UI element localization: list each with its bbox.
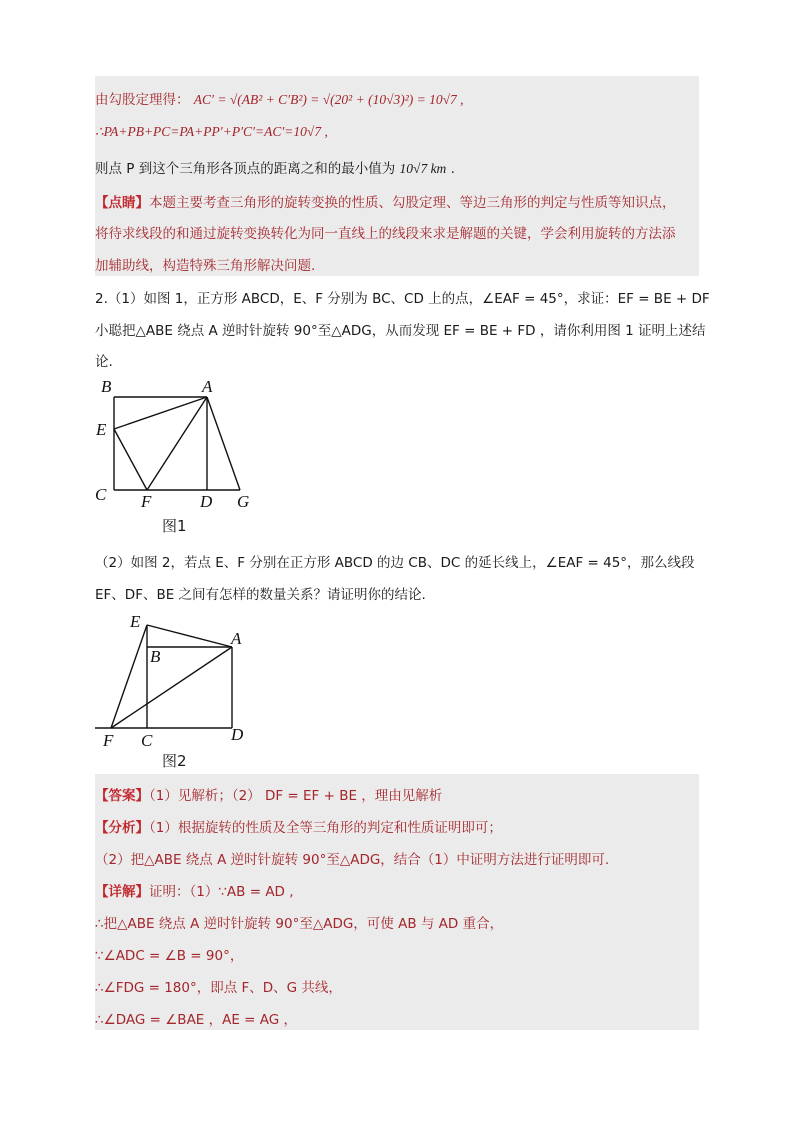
- fig1-label-E: E: [96, 420, 107, 439]
- detail-line-4: [95, 976, 699, 996]
- problem2-part2-line-1: [95, 551, 699, 571]
- detail-tag: 【详解】: [95, 884, 149, 900]
- detail-text-2: ∴把△ABE 绕点 A 逆时针旋转 90°至△ADG，可使 AB 与 AD 重合，: [95, 916, 504, 932]
- solution-line-2: [95, 124, 699, 140]
- problem2-part2-text-1: （2）如图 2，若点 E、F 分别在正方形 ABCD 的边 CB、DC 的延长线上，∠EAF = 45°，那么线段: [95, 555, 695, 571]
- comment-tag: 【点睛】: [95, 195, 149, 211]
- fig2-label-F: F: [103, 731, 114, 750]
- fig2-caption: 图2: [162, 752, 187, 770]
- problem2-part2-text-2: EF、DF、BE 之间有怎样的数量关系？请证明你的结论.: [95, 587, 426, 603]
- fig1-label-A: A: [202, 377, 213, 396]
- comment-text-1: 本题主要考查三角形的旋转变换的性质、勾股定理、等边三角形的判定与性质等知识点，: [149, 195, 676, 211]
- solution-line-3-value: 10√7 km: [399, 161, 447, 176]
- detail-line-5: [95, 1008, 699, 1028]
- problem2-text-1: 2.（1）如图 1，正方形 ABCD，E、F 分别为 BC、CD 上的点，∠EAF = 45°，求证：EF = BE + DF: [95, 291, 710, 307]
- fig1-caption: 图1: [162, 517, 187, 535]
- comment-text-3: 加辅助线，构造特殊三角形解决问题.: [95, 258, 316, 274]
- problem2-text-2: 小聪把△ABE 绕点 A 逆时针旋转 90°至△ADG，从而发现 EF = BE + FD ，请你利用图 1 证明上述结: [95, 323, 706, 339]
- detail-text-3: ∵∠ADC = ∠B = 90°，: [95, 948, 244, 964]
- figure-1: [92, 375, 262, 510]
- solution-line-2-text: ∴PA+PB+PC=PA+PP′+P′C′=AC′=10√7 ,: [95, 124, 328, 139]
- problem2-part2-line-2: [95, 583, 699, 603]
- fig2-label-C: C: [141, 731, 153, 750]
- detail-line-1: [95, 880, 699, 900]
- detail-text-5: ∴∠DAG = ∠BAE ，AE = AG ，: [95, 1012, 298, 1028]
- problem2-line-1: [95, 287, 710, 307]
- fig2-label-D: D: [231, 725, 244, 744]
- fig2-label-A: A: [231, 629, 242, 648]
- problem2-text-3: 论.: [95, 354, 113, 370]
- answer-tag: 【答案】: [95, 788, 149, 804]
- fig1-label-F: F: [141, 492, 152, 510]
- analysis-line-2: [95, 848, 699, 868]
- detail-line-3: [95, 944, 699, 964]
- solution-line-3-suffix: .: [450, 161, 455, 177]
- figure-2: [92, 610, 262, 750]
- analysis-text-2: （2）把△ABE 绕点 A 逆时针旋转 90°至△ADG，结合（1）中证明方法进行证明即可.: [95, 852, 610, 868]
- fig1-label-C: C: [95, 485, 107, 504]
- answer-line: [95, 784, 699, 804]
- fig1-label-B: B: [101, 377, 112, 396]
- analysis-tag: 【分析】: [95, 820, 149, 836]
- fig2-label-E: E: [130, 612, 141, 631]
- detail-line-2: [95, 912, 699, 932]
- problem2-line-3: [95, 350, 699, 370]
- fig1-label-G: G: [237, 492, 250, 510]
- fig1-label-D: D: [200, 492, 213, 510]
- comment-text-2: 将待求线段的和通过旋转变换转化为同一直线上的线段来求是解题的关键，学会利用旋转的方法添: [95, 226, 676, 242]
- answer-text: （1）见解析；（2） DF = EF + BE ，理由见解析: [149, 788, 443, 804]
- solution-line-1: [95, 88, 699, 108]
- solution-line-1-text: 由勾股定理得：: [95, 92, 190, 108]
- comment-line-1: [95, 191, 699, 211]
- problem2-line-2: [95, 319, 706, 339]
- comment-line-2: [95, 222, 699, 242]
- analysis-line-1: [95, 816, 699, 836]
- comment-line-3: [95, 254, 699, 274]
- detail-text-1: 证明：（1）∵AB = AD ,: [149, 884, 294, 900]
- solution-line-3-text: 则点 P 到这个三角形各顶点的距离之和的最小值为: [95, 161, 396, 177]
- fig2-label-B: B: [150, 647, 161, 666]
- analysis-text-1: （1）根据旋转的性质及全等三角形的判定和性质证明即可；: [149, 820, 502, 836]
- solution-line-1-formula: AC′ = √(AB² + C′B²) = √(20² + (10√3)²) = 10√7 ,: [193, 92, 464, 107]
- detail-text-4: ∴∠FDG = 180°，即点 F、D、G 共线，: [95, 980, 342, 996]
- solution-line-3: [95, 157, 699, 177]
